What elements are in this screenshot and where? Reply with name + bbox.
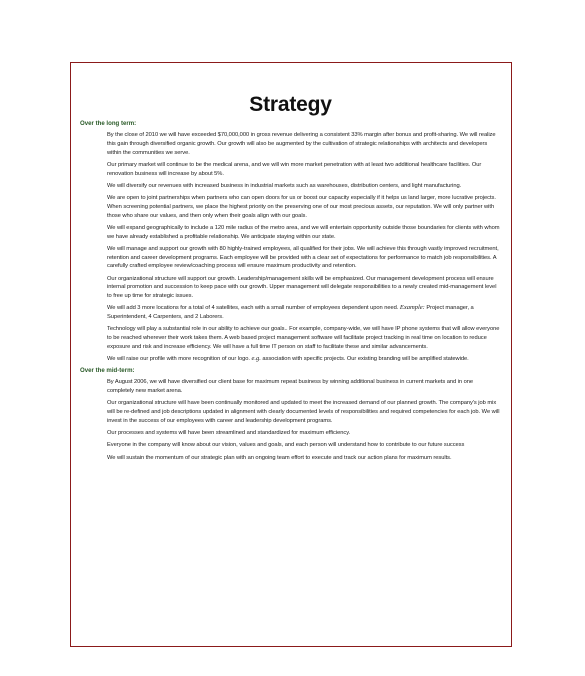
document-page [70,62,512,647]
section-long-term [80,120,501,364]
locations-text-start: We will add 3 more locations for a total of 4 satellites, each with a small number of employees dependent upon need. [107,305,400,312]
branding-eg-label: e.g. [251,355,261,362]
section-heading-long-term: Over the long term: [80,120,137,127]
paragraph-branding [107,355,501,364]
paragraph-joint-partnerships: We are open to joint partnerships when partners who can open doors for us or boost our capacity especially if it helps us land larger, more lucrative projects. When screening potential partners, we place the highest priority on the preserving one of our most precious assets, our reputation. We will only partner with those who share our values, and then only when their goals align with our goals. [107,195,496,219]
branding-text-end: association with specific projects. Our existing branding will be amplified statewide. [260,356,469,362]
section-heading-mid-term: Over the mid-term: [80,367,135,375]
paragraph-vision: Everyone in the company will know about our vision, values and goals, and each person will understand how to contribute to our future success [107,442,465,449]
paragraph-structure-monitoring: Our organizational structure will have been continually monitored and updated to meet the increased demand of our planned growth. The company's job mix will be re-defined and job descriptions updated in alignment with clearly documented levels of responsibilities and required competencies for each job. We will invest in the success of our employees with career and leadership development programs. [107,400,500,424]
paragraph-technology: Technology will play a substantial role in our ability to achieve our goals.. For example, company-wide, we will have IP phone systems that will allow everyone to be reached wherever their work takes them. A web based project management software will facilitate project tracking in real time on location to reduce exposure and risk and increase efficiency. We will have a full time IT person on staff to facilitate these and similar advancements. [107,326,500,350]
locations-text-end: Project manager, a Superintendent, 4 Carpenters, and 2 Laborers. [107,305,474,320]
paragraph-processes: Our processes and systems will have been streamlined and standardized for maximum efficiency. [107,430,351,436]
paragraph-geographic-expansion: We will expand geographically to include a 120 mile radius of the metro area, and we will entertain opportunity outside those boundaries for clients with whom we have already established a profitable relationship. We anticipate staying within our state. [107,224,500,240]
paragraph-primary-market: Our primary market will continue to be the medical arena, and we will win more market penetration with at least two additional healthcare facilities. Our renovation business will increase by about 5%. [107,161,482,177]
paragraph-momentum: We will sustain the momentum of our strategic plan with an ongoing team effort to execute and track our action plans for maximum results. [107,454,452,461]
paragraph-locations [107,304,501,322]
paragraph-client-base: By August 2006, we will have diversified our client base for maximum repeat business by winning additional business in current markets and in one completely new market arena. [107,379,474,394]
locations-example-label: Example: [399,304,425,312]
paragraph-diversify-revenues: We will diversify our revenues with increased business in industrial markets such as warehouses, distribution centers, and light manufacturing. [107,182,462,189]
paragraph-revenue-goal: By the close of 2010 we will have exceeded $70,000,000 in gross revenue delivering a consistent 33% margin after bonus and profit-sharing. We will realize this gain through diversified organic growth. Our growth will also be augmented by the cultivation of strategic relationships with architects and developers within the communities we serve. [107,132,496,156]
paragraph-organizational-structure: Our organizational structure will support our growth. Leadership/management skills will be emphasized. Our management development process will ensure internal promotion and succession to keep pace with our growth. Upper management will delegate responsibilities to a newly created mid-management level to free up time for strategic issues. [107,275,497,299]
paragraph-employees: We will manage and support our growth with 80 highly-trained employees, all qualified for their jobs. We will achieve this through vastly improved recruitment, retention and career development programs. Each employee will be provided with a clear set of expectations for performance to match job responsibilities. A carefully crafted employee review/coaching process will ensure maximum productivity and retention. [107,245,499,270]
branding-text-start: We will raise our profile with more recognition of our logo. [107,356,252,362]
page-title: Strategy [249,93,332,116]
section-mid-term [80,367,501,462]
